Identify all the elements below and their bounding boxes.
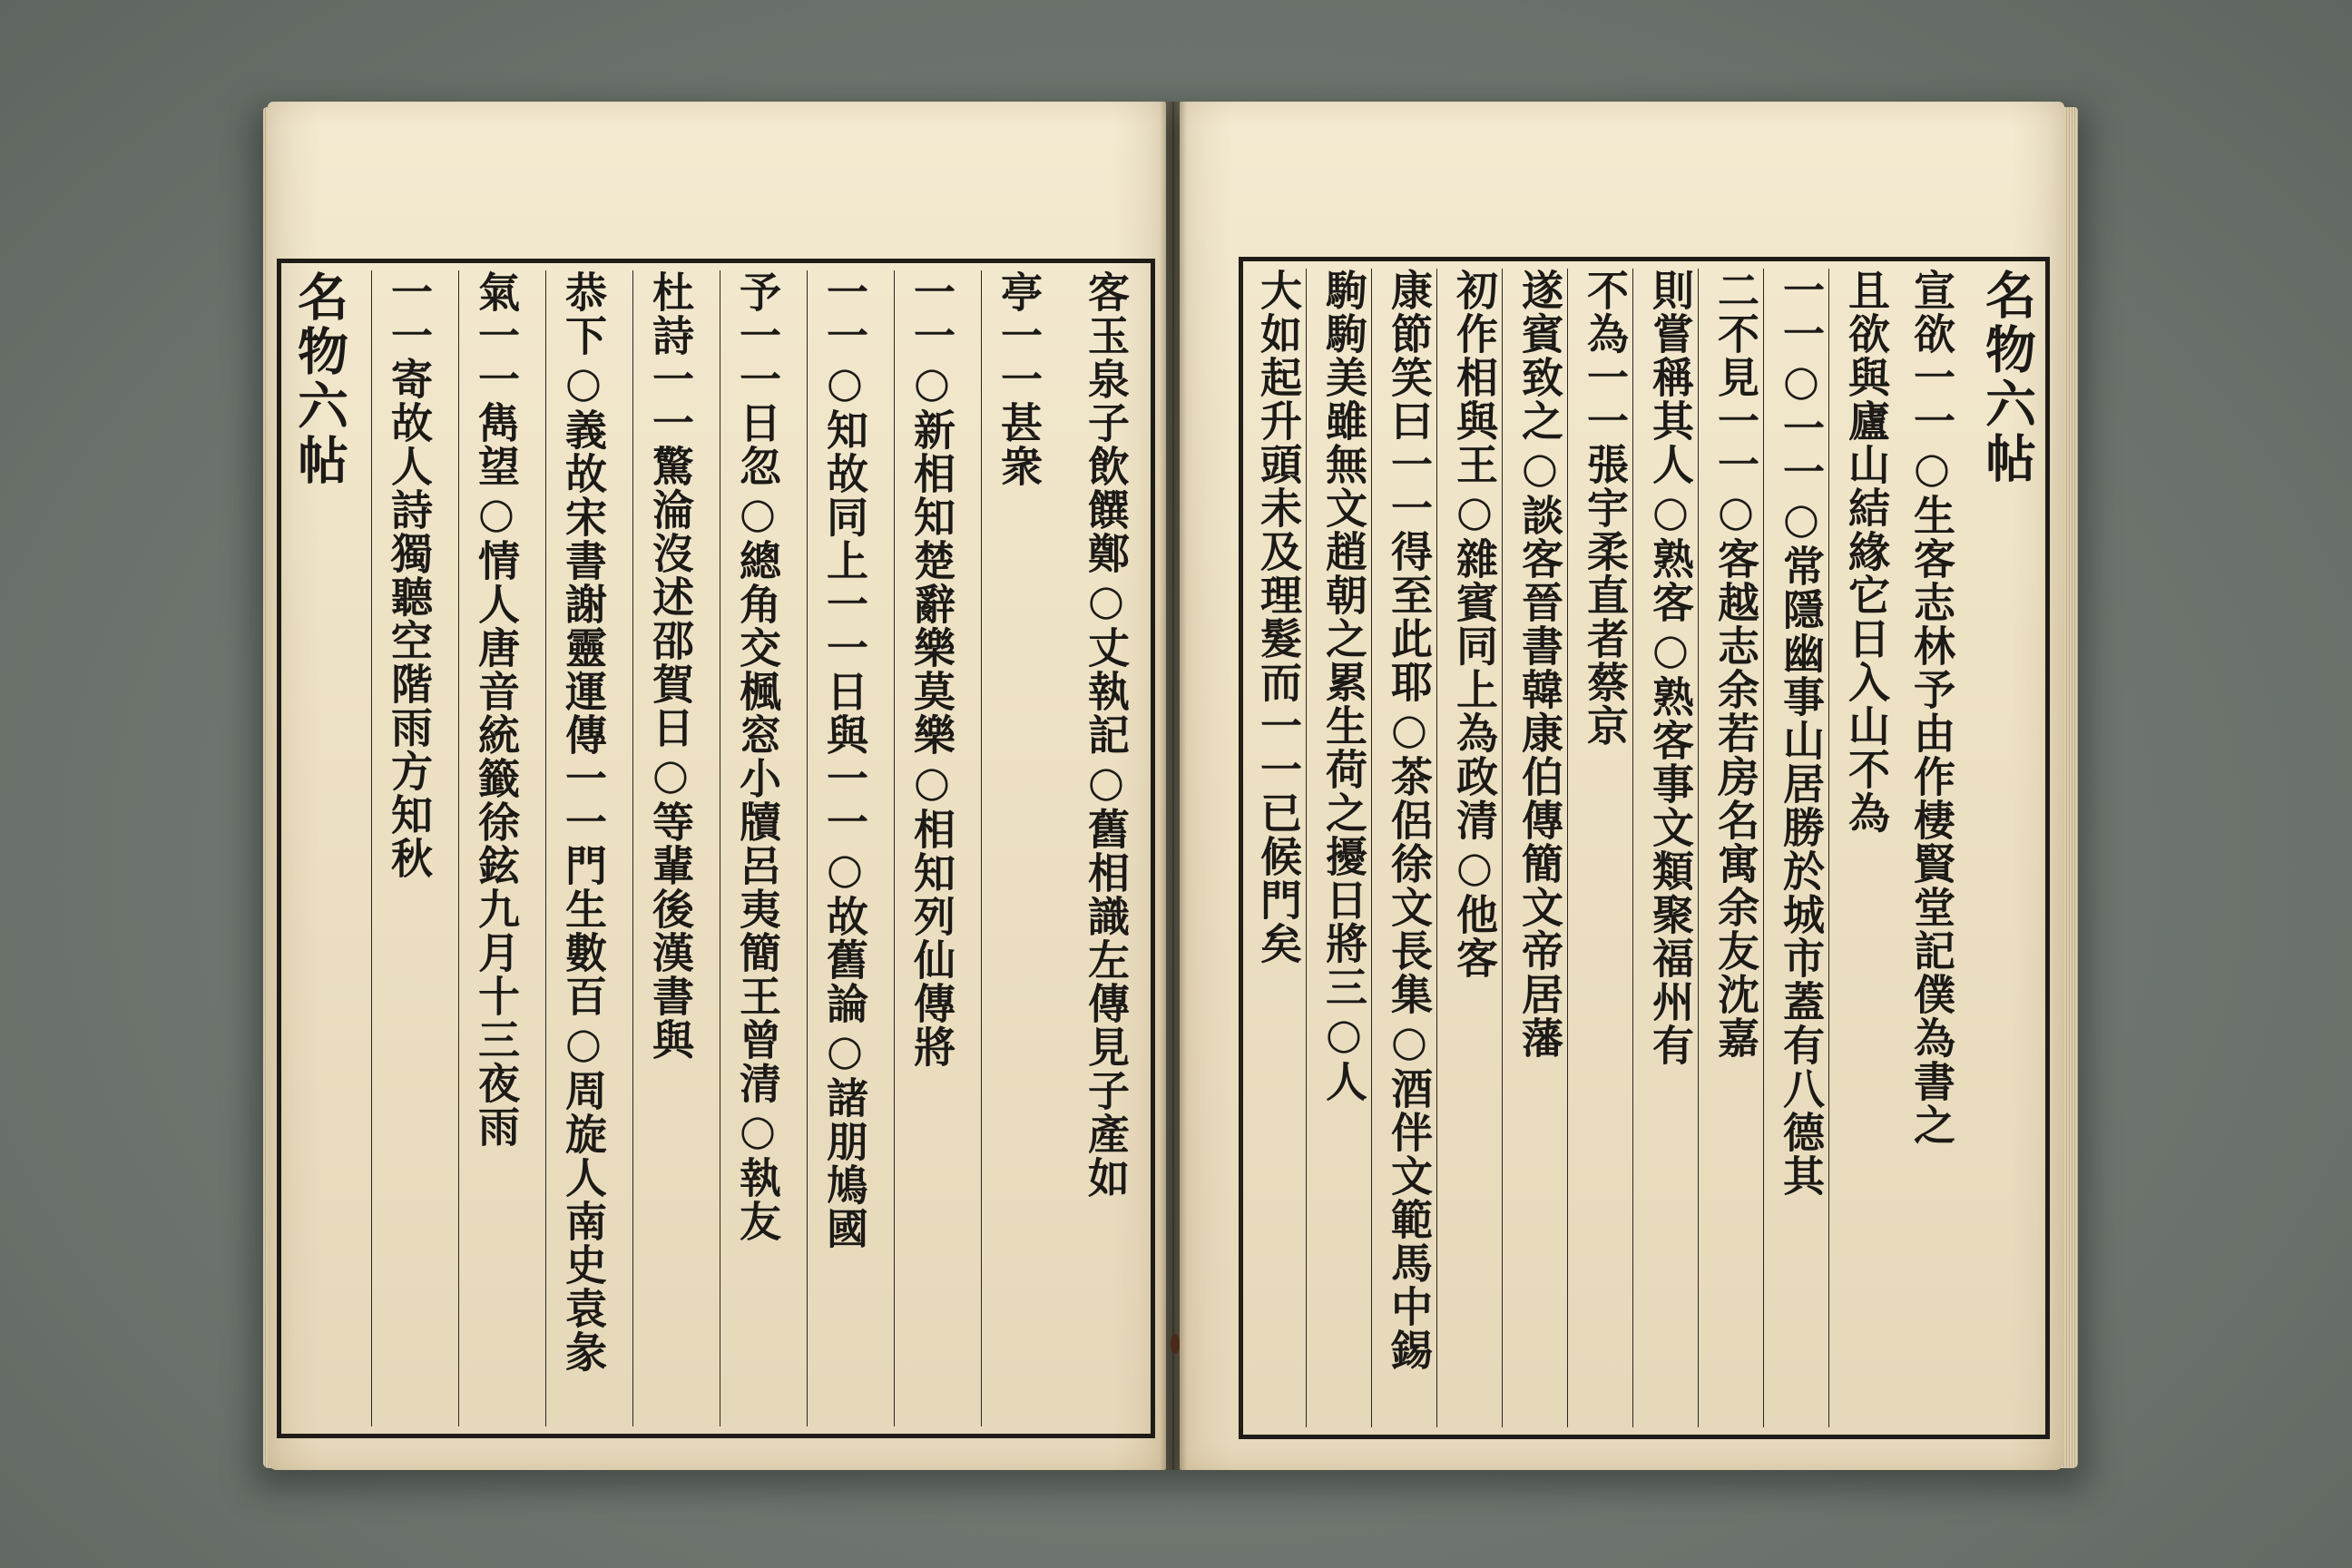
left-page-text-column-3: 一一○新相知楚辭樂莫樂○相知列仙傳將 <box>894 270 969 1426</box>
right-page-text-column-3: 一一○一一○常隱幽事山居勝於城市蓋有八德其 <box>1763 269 1838 1427</box>
left-page-text-column-2: 亭一一甚衆 <box>981 270 1056 1426</box>
right-page-text-column-8: 初作相與王○雜賓同上為政清○他客 <box>1436 269 1512 1427</box>
right-page-text-frame <box>1239 257 2050 1439</box>
right-page-text-column-9: 康節笑曰一一得至此耶○茶侶徐文長集○酒伴文範馬中錫 <box>1371 269 1446 1427</box>
left-page-margin-column <box>287 270 352 1426</box>
right-page-book-title: 名物六帖 <box>1977 269 2037 486</box>
left-page-text-column-4: 一一○知故同上一一日與一一○故舊論○諸朋鳩國 <box>807 270 882 1426</box>
left-page-text-frame <box>277 259 1155 1438</box>
left-page-text-column-6: 杜詩一一驚淪沒述邵賀日○等輩後漢書與 <box>632 270 708 1426</box>
left-page-text-column-7: 恭下○義故宋書謝靈運傳一一門生數百○周旋人南史袁彖 <box>545 270 621 1426</box>
right-page-text-column-4: 二不見一一○客越志余若房名寓余友沈嘉 <box>1698 269 1773 1427</box>
right-page-text-column-5: 則嘗稱其人○熟客○熟客事文類聚福州有 <box>1632 269 1708 1427</box>
right-page-margin-column <box>1975 269 2040 1427</box>
left-page-text-column-1: 客玉泉子飲饌鄭○丈執記○舊相識左傳見子產如 <box>1082 270 1131 1200</box>
right-page-text-column-10: 駒駒美雖無文趙朝之累生荷之擾日將三○人 <box>1306 269 1381 1427</box>
right-page-text-column-7: 遂賓致之○談客晉書韓康伯傳簡文帝居藩 <box>1502 269 1577 1427</box>
right-page-text-column-6: 不為一一張宇柔直者蔡京 <box>1567 269 1642 1427</box>
ink-stain <box>1171 1334 1180 1354</box>
right-page-text-column-11: 大如起升頭未及理髮而一一已候門矣 <box>1240 269 1316 1427</box>
right-page-text-column-2: 且欲與廬山結緣它日入山不為 <box>1828 269 1904 1427</box>
left-page-text-column-5: 予一一日忽○總角交楓窓小牘呂夷簡王曾清○執友 <box>720 270 795 1426</box>
book-gutter <box>1160 102 1187 1470</box>
right-page-text-column-1: 宣欲一一○生客志林予由作棲賢堂記僕為書之 <box>1907 269 1956 1147</box>
left-page-text-column-9: 一一寄故人詩獨聽空階雨方知秋 <box>371 270 446 1426</box>
left-page-book-title: 名物六帖 <box>289 270 349 488</box>
left-page-text-column-8: 氣一一雋望○情人唐音統籤徐鉉九月十三夜雨 <box>458 270 534 1426</box>
